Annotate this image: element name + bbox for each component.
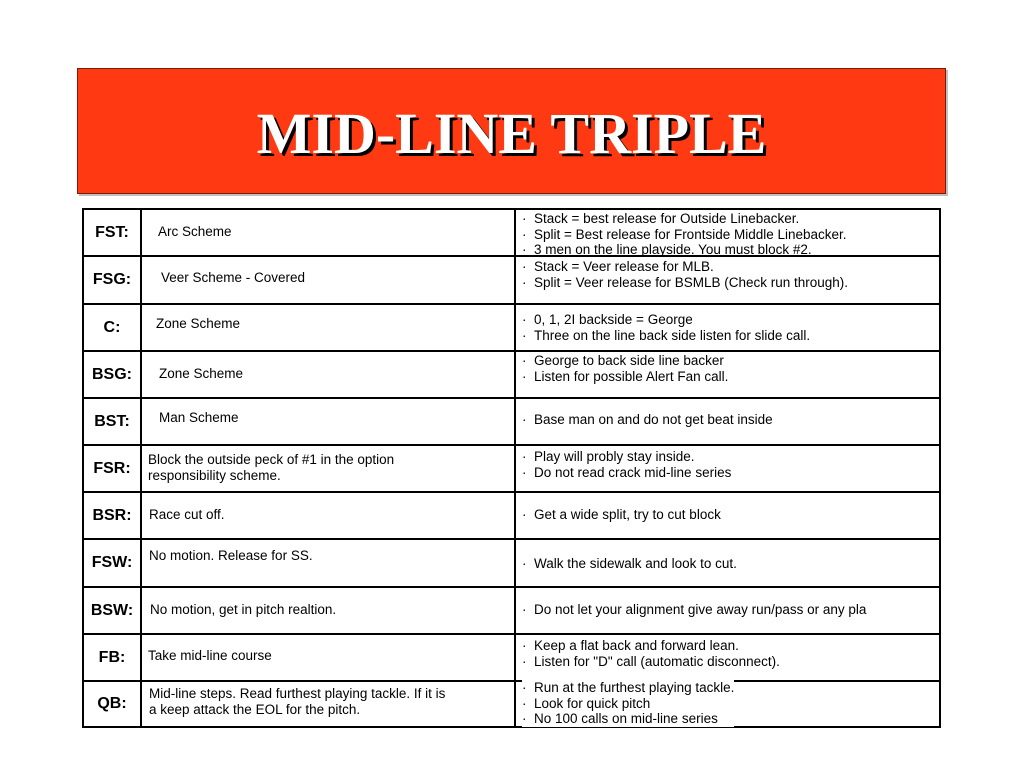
bullet-icon: · [522,507,527,522]
note-text: Keep a flat back and forward lean. [534,638,739,653]
note-line [522,696,734,712]
coaching-notes-cell [514,682,939,726]
position-label: BST: [84,399,142,444]
note-text: Do not read crack mid-line series [534,464,732,480]
note-line [522,412,773,428]
note-text: Run at the furthest playing tackle. [534,680,735,695]
bullet-icon: · [522,412,527,427]
note-text: Stack = best release for Outside Linebacker. [534,211,800,226]
position-label: BSW: [84,588,142,633]
bullet-icon: · [522,556,527,571]
note-text: Look for quick pitch [534,695,651,711]
coaching-notes-cell [514,588,939,633]
assignment-text: Block the outside peck of #1 in the option [148,452,395,467]
table-row [84,446,939,493]
note-line [522,638,780,654]
position-label: QB: [84,682,142,726]
note-line [522,654,780,670]
assignment-text: a keep attack the EOL for the pitch. [149,702,361,717]
assignment-text: Mid-line steps. Read furthest playing tackle. If it is [149,686,446,701]
note-text: Get a wide split, try to cut block [534,507,721,522]
title-banner [77,68,946,194]
coaching-notes-cell [514,540,939,586]
assignment-text: Zone Scheme [156,316,241,331]
note-line [522,369,728,385]
bullet-icon: · [522,274,527,290]
bullet-icon: · [522,312,527,327]
note-text: Do not let your alignment give away run/pass or any pla [534,602,867,617]
bullet-icon: · [522,464,527,480]
bullet-icon: · [522,353,527,368]
note-line [522,312,810,328]
coaching-notes-cell [514,399,939,444]
assignment-text: Race cut off. [149,507,225,522]
bullet-icon: · [522,449,527,464]
note-text: 0, 1, 2I backside = George [534,312,693,327]
assignment-cell [144,352,514,397]
assignment-table [82,208,941,728]
bullet-icon: · [522,242,527,257]
table-row [84,399,939,446]
assignment-text: Man Scheme [159,410,239,425]
coaching-notes-cell [514,210,939,255]
note-line [522,275,848,291]
note-text: Split = Best release for Frontside Middle Linebacker. [534,226,847,242]
assignment-text: Arc Scheme [158,224,232,239]
assignment-cell [144,210,514,255]
table-row [84,305,939,352]
note-line [522,602,866,618]
note-text: 3 men on the line playside. You must block #2. [534,242,812,257]
assignment-cell [144,682,514,726]
note-line [522,711,734,727]
note-line [522,507,721,523]
assignment-cell [144,446,514,491]
position-label: FSG: [84,257,142,303]
note-text: Base man on and do not get beat inside [534,412,773,427]
bullet-icon: · [522,711,527,726]
note-text: Three on the line back side listen for slide call. [534,327,811,343]
note-text: No 100 calls on mid-line series [534,711,718,726]
bullet-icon: · [522,211,527,226]
bullet-icon: · [522,368,527,384]
note-line [522,680,734,696]
position-label: FSW: [84,540,142,586]
coaching-notes-cell [514,305,939,350]
assignment-cell [144,257,514,303]
assignment-text: Zone Scheme [159,366,244,381]
position-label: BSR: [84,493,142,538]
note-line [522,211,847,227]
note-text: George to back side line backer [534,353,724,368]
note-line [522,227,847,243]
note-text: Walk the sidewalk and look to cut. [534,556,737,571]
table-row [84,352,939,399]
assignment-text: No motion, get in pitch realtion. [150,602,337,617]
note-text: Play will probly stay inside. [534,449,695,464]
assignment-cell [144,305,514,350]
assignment-cell [144,399,514,444]
bullet-icon: · [522,602,527,617]
note-line [522,353,728,369]
coaching-notes-cell [514,446,939,491]
bullet-icon: · [522,327,527,343]
assignment-cell [144,540,514,586]
note-line [522,556,737,572]
assignment-text: Veer Scheme - Covered [161,270,306,285]
bullet-icon: · [522,680,527,695]
bullet-icon: · [522,653,527,669]
page-title: MID-LINE TRIPLE [256,101,767,166]
table-row [84,210,939,257]
assignment-text: responsibility scheme. [148,468,281,483]
position-label: BSG: [84,352,142,397]
assignment-cell [144,493,514,538]
table-row [84,493,939,540]
table-row [84,682,939,726]
coaching-notes-cell [514,257,939,303]
coaching-notes-cell [514,493,939,538]
table-row [84,540,939,588]
coaching-notes-cell [514,635,939,680]
table-row [84,635,939,682]
coaching-notes-cell [514,352,939,397]
table-row [84,257,939,305]
assignment-cell [144,588,514,633]
note-line [522,449,731,465]
note-line [522,259,848,275]
note-line [522,465,731,481]
bullet-icon: · [522,638,527,653]
position-label: FST: [84,210,142,255]
note-text: Stack = Veer release for MLB. [534,259,714,274]
note-text: Listen for possible Alert Fan call. [534,368,729,384]
assignment-text: Take mid-line course [148,648,272,663]
bullet-icon: · [522,226,527,242]
bullet-icon: · [522,695,527,711]
note-text: Listen for "D" call (automatic disconnect). [534,653,780,669]
position-label: FB: [84,635,142,680]
note-text: Split = Veer release for BSMLB (Check run through). [534,274,849,290]
position-label: FSR: [84,446,142,491]
assignment-text: No motion. Release for SS. [149,548,313,563]
assignment-cell [144,635,514,680]
note-line [522,242,847,258]
table-row [84,588,939,635]
bullet-icon: · [522,259,527,274]
position-label: C: [84,305,142,350]
note-line [522,328,810,344]
